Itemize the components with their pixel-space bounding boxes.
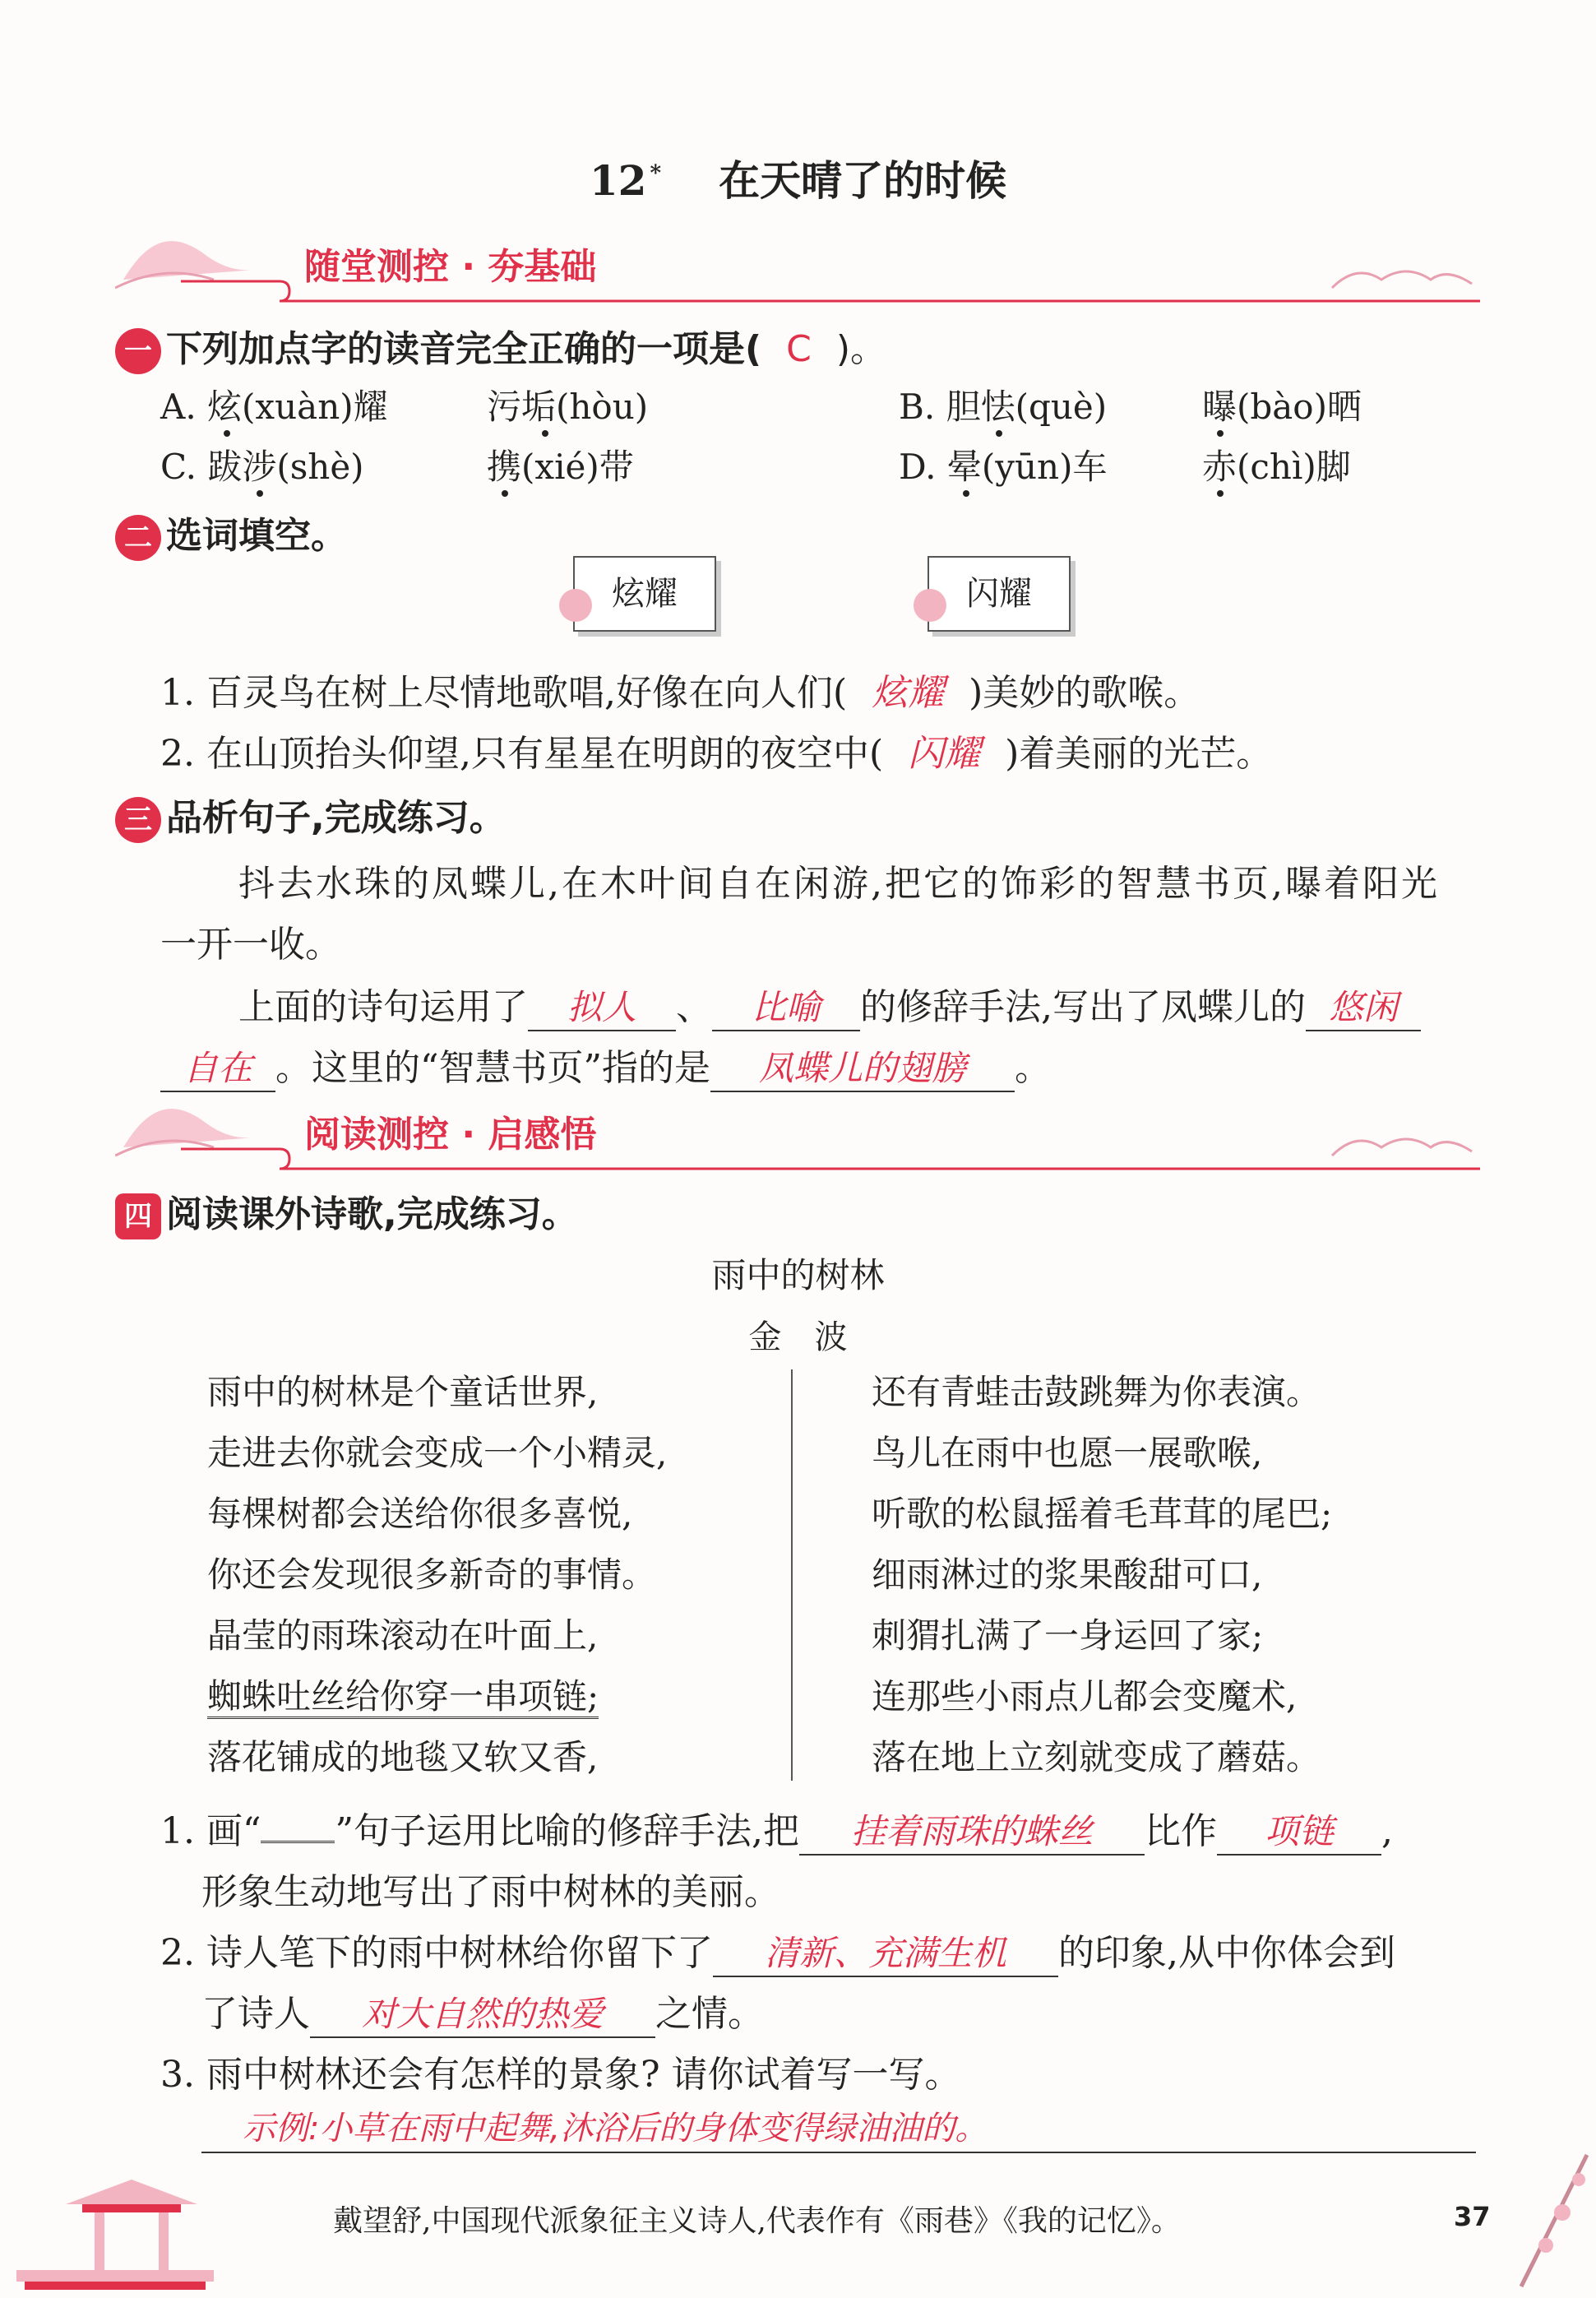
optional-star: *	[650, 161, 662, 187]
answer-blank	[712, 980, 860, 1031]
fill-sentence-2	[160, 724, 1272, 776]
answer-text: 挂着雨珠的蛛丝	[850, 1811, 1093, 1851]
fill-sentence-1	[160, 663, 1200, 716]
answer-blank	[310, 1987, 655, 2038]
lesson-number: 12	[589, 156, 647, 205]
poem-author: 金 波	[748, 1318, 848, 1356]
poem-line: 还有青蛙击鼓跳舞为你表演。	[872, 1372, 1321, 1412]
answer-blank	[528, 980, 676, 1031]
section-header-reading	[115, 1090, 1480, 1180]
sentence-text: 2. 在山顶抬头仰望,只有星星在明朗的夜空中(	[160, 733, 884, 775]
option-d-word1: D. 晕(yūn)车	[899, 447, 1108, 487]
footer-note: 戴望舒,中国现代派象征主义诗人,代表作有《雨巷》《我的记忆》。	[333, 2204, 1181, 2238]
option-d-word2: 赤(chì)脚	[1202, 447, 1351, 487]
sentence-text: 。	[1015, 1047, 1051, 1089]
sentence-text: 比作	[1144, 1810, 1217, 1852]
question-text: 阅读课外诗歌,完成练习。	[166, 1193, 578, 1235]
sentence-text: )着美丽的光芒。	[1005, 733, 1273, 775]
poem-line: 刺猬扎满了一身运回了家;	[872, 1615, 1264, 1656]
moon-icon	[914, 589, 946, 622]
option-a-word2: 污垢(hòu)	[487, 387, 649, 427]
poem-line: 落花铺成的地毯又软又香,	[207, 1737, 599, 1777]
analysis-line-1	[238, 977, 1421, 1031]
answer-blank	[160, 1041, 275, 1092]
subquestion-1	[160, 1801, 1393, 1856]
question-text: 品析句子,完成练习。	[166, 797, 506, 839]
option-b-word1: B. 胆怯(què)	[899, 387, 1108, 427]
sentence-text: 1. 画“	[160, 1810, 261, 1852]
poem-left-column	[207, 1362, 799, 1788]
pavilion-icon	[16, 2147, 214, 2298]
sentence-text: 2. 诗人笔下的雨中树林给你留下了	[160, 1932, 713, 1974]
analysis-line-2	[160, 1038, 1051, 1092]
question-number-badge: 三	[115, 797, 161, 843]
question-number-badge: 四	[115, 1193, 161, 1239]
question-2	[115, 506, 347, 561]
poem-line: 你还会发现很多新奇的事情。	[207, 1554, 657, 1595]
sentence-text: 上面的诗句运用了	[238, 986, 528, 1028]
sentence-text: ,	[1381, 1810, 1393, 1852]
answer-blank	[1306, 980, 1421, 1031]
question-text: 下列加点字的读音完全正确的一项是(	[166, 328, 762, 370]
sentence-text: 了诗人	[201, 1993, 310, 2035]
answer-text: 凤蝶儿的翅膀	[758, 1048, 966, 1088]
answer-blank	[1217, 1805, 1381, 1856]
subquestion-3: 3. 雨中树林还会有怎样的景象? 请你试着写一写。	[160, 2054, 961, 2096]
quote-line-2: 一开一收。	[160, 924, 341, 966]
answer-text: 悠闲	[1328, 987, 1398, 1027]
answer-blank	[713, 1926, 1058, 1977]
sentence-text: 的印象,从中你体会到	[1057, 1932, 1395, 1974]
lesson-title: 在天晴了的时候	[719, 156, 1007, 205]
answer-text: 拟人	[567, 987, 636, 1027]
question-end: )。	[835, 328, 887, 370]
question-4	[115, 1184, 578, 1239]
section-label: 阅读测控 · 启感悟	[304, 1114, 597, 1156]
sentence-text: 之情。	[655, 1993, 764, 2035]
option-c-word2: 携(xié)带	[487, 447, 634, 487]
section-label: 随堂测控 · 夯基础	[304, 246, 597, 288]
answer-text: 项链	[1264, 1811, 1334, 1851]
subquestion-2	[160, 1923, 1395, 1977]
answer-text: 炫耀	[872, 672, 945, 714]
moon-icon	[559, 589, 592, 622]
poem-line: 细雨淋过的浆果酸甜可口,	[872, 1554, 1263, 1595]
poem-line: 每棵树都会送给你很多喜悦,	[207, 1494, 633, 1534]
question-number-badge: 二	[115, 515, 161, 561]
word-box-2	[928, 556, 1071, 632]
poem-line: 晶莹的雨珠滚动在叶面上,	[207, 1615, 599, 1656]
underline-marker	[261, 1841, 335, 1843]
poem-line: 听歌的松鼠摇着毛茸茸的尾巴;	[872, 1494, 1333, 1534]
word-box-1	[573, 556, 716, 632]
answer-line	[201, 2102, 1476, 2153]
word-option: 炫耀	[612, 575, 678, 613]
poem-line: 落在地上立刻就变成了蘑菇。	[872, 1737, 1321, 1777]
question-number-badge: 一	[115, 328, 161, 374]
sentence-text: 1. 百灵鸟在树上尽情地歌唱,好像在向人们(	[160, 672, 848, 714]
question-text: 选词填空。	[166, 515, 347, 557]
subquestion-2-line2	[201, 1984, 764, 2038]
subquestion-1-line2: 形象生动地写出了雨中树林的美丽。	[201, 1871, 780, 1913]
answer-text: 闪耀	[908, 733, 981, 775]
answer-text: 示例:小草在雨中起舞,沐浴后的身体变得绿油油的。	[243, 2110, 988, 2147]
poem-line: 连那些小雨点儿都会变魔术,	[872, 1676, 1298, 1717]
poem-line-underlined: 蜘蛛吐丝给你穿一串项链;	[207, 1676, 599, 1719]
option-b-word2: 曝(bào)晒	[1202, 387, 1362, 427]
answer-blank	[710, 1041, 1015, 1092]
poem-line: 雨中的树林是个童话世界,	[207, 1372, 599, 1412]
page-number: 37	[1454, 2201, 1491, 2232]
emphasis-dots	[0, 0, 1596, 526]
answer-blank	[799, 1805, 1145, 1856]
poem-line: 鸟儿在雨中也愿一展歌喉,	[872, 1433, 1263, 1473]
answer-text: 自在	[183, 1048, 252, 1088]
separator: 、	[676, 986, 712, 1028]
answer-text: 对大自然的热爱	[361, 1994, 604, 2034]
sentence-text: ”句子运用比喻的修辞手法,把	[335, 1810, 799, 1852]
quote-line-1: 抖去水珠的凤蝶儿,在木叶间自在闲游,把它的饰彩的智慧书页,曝着阳光	[238, 863, 1440, 905]
word-option: 闪耀	[966, 575, 1032, 613]
column-divider	[791, 1369, 793, 1781]
option-c-word1: C. 跋涉(shè)	[160, 447, 364, 487]
answer-text: 比喻	[751, 987, 821, 1027]
option-a-word1: A. 炫(xuàn)耀	[160, 387, 388, 427]
question-3	[115, 788, 506, 843]
answer-text: C	[786, 328, 812, 370]
poem-right-column	[872, 1362, 1464, 1788]
plum-branch-icon	[1505, 2122, 1596, 2298]
answer-text: 清新、充满生机	[764, 1933, 1006, 1973]
sentence-text: 的修辞手法,写出了凤蝶儿的	[860, 986, 1306, 1028]
poem-line: 走进去你就会变成一个小精灵,	[207, 1433, 668, 1473]
sentence-text: )美妙的歌喉。	[969, 672, 1200, 714]
poem-title: 雨中的树林	[711, 1255, 885, 1295]
sentence-text: 。这里的“智慧书页”指的是	[275, 1047, 710, 1089]
